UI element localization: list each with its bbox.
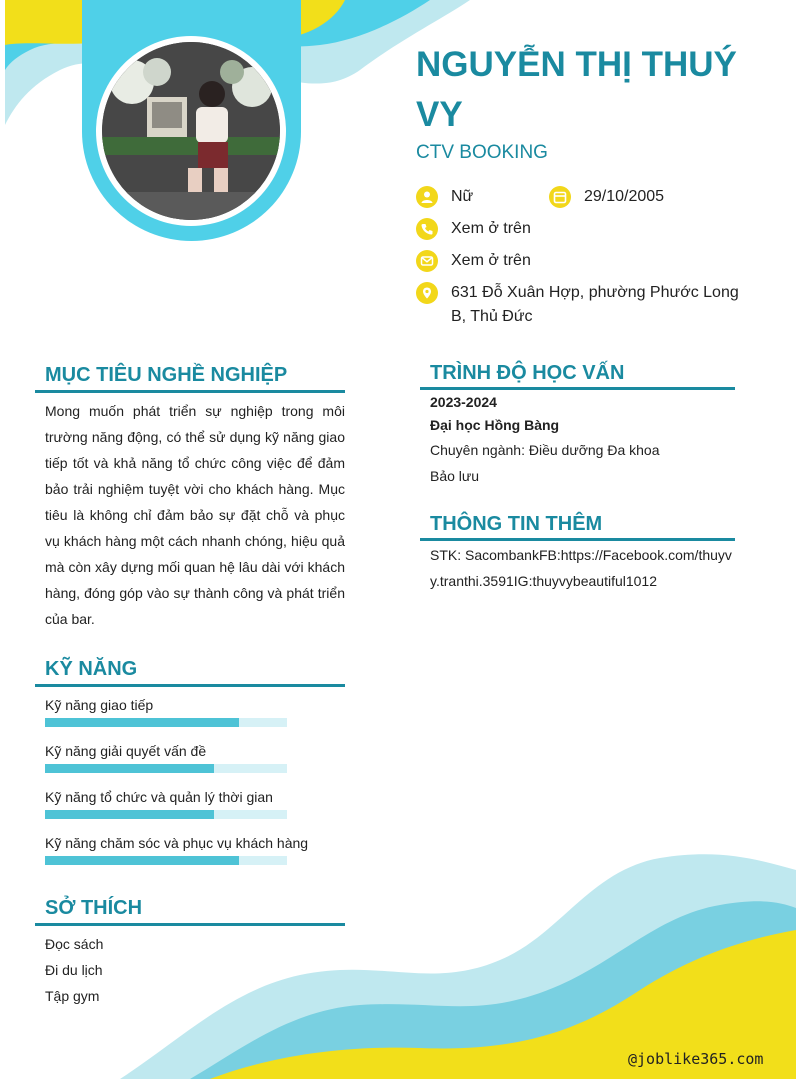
candidate-name: NGUYỄN THỊ THUÝ VY <box>416 45 737 134</box>
phone-value: Xem ở trên <box>451 220 531 237</box>
skill-label: Kỹ năng giải quyết vấn đề <box>45 743 207 759</box>
education-status: Bảo lưu <box>430 468 480 484</box>
education-title: TRÌNH ĐỘ HỌC VẤN <box>430 362 625 384</box>
phone-icon <box>416 218 438 240</box>
skill-bar-fill <box>45 718 239 727</box>
skill-bar <box>45 856 287 865</box>
skills-title: KỸ NĂNG <box>45 658 138 680</box>
skill-bar <box>45 764 287 773</box>
skill-bar-fill <box>45 810 214 819</box>
education-divider <box>420 387 735 390</box>
address-value: 631 Đỗ Xuân Hợp, phường Phước Long B, Thủ Đức <box>451 284 739 325</box>
gender-value: Nữ <box>451 188 474 205</box>
hobby-item: Đọc sách <box>45 936 104 952</box>
candidate-role: CTV BOOKING <box>416 142 548 163</box>
gender-row <box>416 185 473 209</box>
person-icon <box>416 186 438 208</box>
extra-divider <box>420 538 735 541</box>
skill-label: Kỹ năng tổ chức và quản lý thời gian <box>45 789 273 805</box>
skill-label: Kỹ năng chăm sóc và phục vụ khách hàng <box>45 835 309 851</box>
skill-label: Kỹ năng giao tiếp <box>45 697 154 713</box>
email-value: Xem ở trên <box>451 252 531 269</box>
objective-text: Mong muốn phát triển sự nghiệp trong môi trường năng động, có thể sử dụng kỹ năng giao tiếp tốt và khả năng tổ chức công việc để đảm bảo trải nghiệm tuyệt vời cho khách hàng. Mục tiêu là không chỉ đảm bảo sự đặt chỗ và phục vụ khách hàng một cách nhanh chóng, hiệu quả mà còn xây dựng mối quan hệ lâu dài với khách hàng, đóng góp vào sự thành công và phát triển của bar. <box>45 403 345 627</box>
watermark: @joblike365.com <box>628 1050 764 1068</box>
skill-bar-fill <box>45 764 214 773</box>
hobby-item: Đi du lịch <box>45 962 103 978</box>
education-school: Đại học Hồng Bàng <box>430 417 560 433</box>
hobbies-divider <box>35 923 345 926</box>
skill-bar <box>45 810 287 819</box>
objective-divider <box>35 390 345 393</box>
skills-divider <box>35 684 345 687</box>
hobby-item: Tập gym <box>45 988 100 1004</box>
email-row <box>416 249 531 273</box>
profile-photo-image <box>102 42 280 220</box>
extra-title: THÔNG TIN THÊM <box>430 513 603 535</box>
education-period: 2023-2024 <box>430 394 497 410</box>
birthday-row <box>549 185 664 209</box>
profile-photo <box>96 36 286 226</box>
birthday-value: 29/10/2005 <box>584 188 665 205</box>
hobbies-title: SỞ THÍCH <box>45 897 143 919</box>
extra-text: STK: SacombankFB:https://Facebook.com/thuyvy.tranthi.3591IG:thuyvybeautiful1012 <box>430 547 732 589</box>
education-major: Chuyên ngành: Điều dưỡng Đa khoa <box>430 442 660 458</box>
objective-title: MỤC TIÊU NGHỀ NGHIỆP <box>45 364 288 386</box>
phone-row <box>416 217 531 241</box>
calendar-icon <box>549 186 571 208</box>
location-pin-icon <box>416 282 438 304</box>
skill-bar <box>45 718 287 727</box>
address-row <box>416 281 756 329</box>
mail-icon <box>416 250 438 272</box>
skill-bar-fill <box>45 856 239 865</box>
